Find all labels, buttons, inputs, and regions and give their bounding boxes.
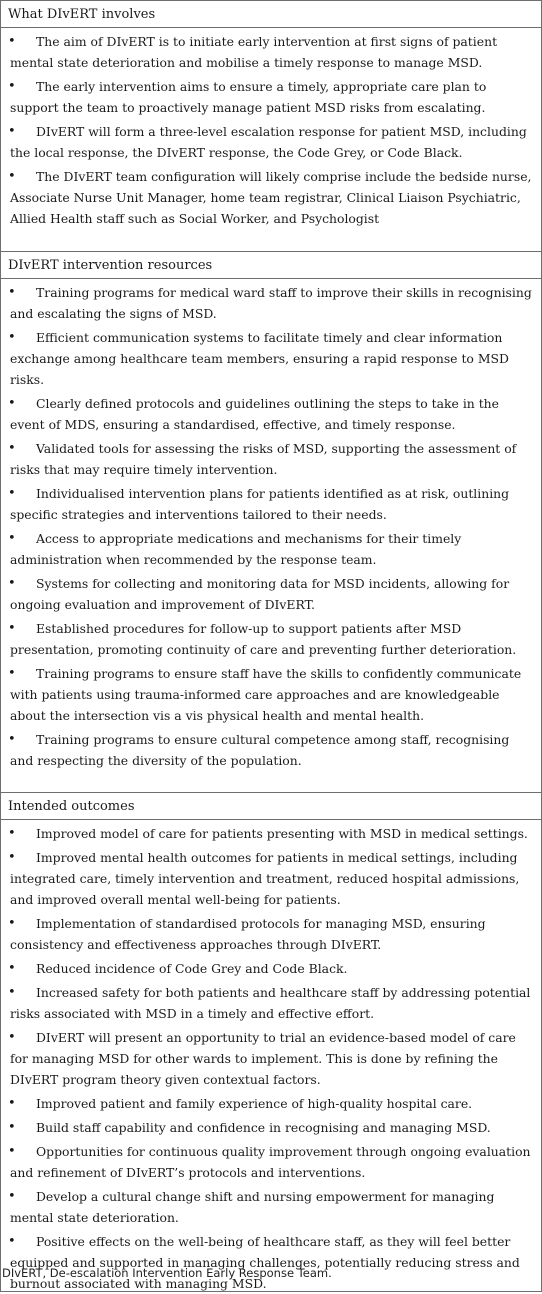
bullet-list	[1, 31, 541, 229]
bullet-list	[1, 823, 541, 1294]
list-item: • Systems for collecting and monitoring data for MSD incidents, allowing for ongoing evaluation and improvement of DIvERT.	[1, 573, 541, 615]
section-header-outcomes: Intended outcomes	[1, 793, 541, 820]
list-item: • Training programs for medical ward staff to improve their skills in recognising and escalating the signs of MSD.	[1, 282, 541, 324]
list-item: • Established procedures for follow-up to support patients after MSD presentation, promoting continuity of care and preventing further deterioration.	[1, 618, 541, 660]
list-item: • Improved patient and family experience of high-quality hospital care.	[1, 1093, 541, 1114]
list-item: • Increased safety for both patients and healthcare staff by addressing potential risks associated with MSD in a timely and effective effort.	[1, 982, 541, 1024]
section-header-resources: DIvERT intervention resources	[1, 252, 541, 279]
list-item: • Opportunities for continuous quality improvement through ongoing evaluation and refinement of DIvERT’s protocols and interventions.	[1, 1141, 541, 1183]
list-item: • Develop a cultural change shift and nursing empowerment for managing mental state deterioration.	[1, 1186, 541, 1228]
list-item: • Clearly defined protocols and guidelines outlining the steps to take in the event of MDS, ensuring a standardised, effective, and timely response.	[1, 393, 541, 435]
table-footnote: DIvERT, De-escalation Intervention Early Response Team.	[2, 1266, 332, 1280]
list-item: • Individualised intervention plans for patients identified as at risk, outlining specific strategies and interventions tailored to their needs.	[1, 483, 541, 525]
list-item: • DIvERT will form a three-level escalation response for patient MSD, including the local response, the DIvERT response, the Code Grey, or Code Black.	[1, 121, 541, 163]
list-item: • Reduced incidence of Code Grey and Code Black.	[1, 958, 541, 979]
section-body-involves	[1, 28, 541, 252]
list-item: • Positive effects on the well-being of healthcare staff, as they will feel better equipped and supported in managing challenges, potentially reducing stress and burnout associated with managing MSD.	[1, 1231, 541, 1294]
list-item: • Validated tools for assessing the risks of MSD, supporting the assessment of risks that may require timely intervention.	[1, 438, 541, 480]
list-item: • Efficient communication systems to facilitate timely and clear information exchange among healthcare team members, ensuring a rapid response to MSD risks.	[1, 327, 541, 390]
bullet-list	[1, 282, 541, 771]
section-body-outcomes	[1, 820, 541, 1292]
list-item: • The early intervention aims to ensure a timely, appropriate care plan to support the team to proactively manage patient MSD risks from escalating.	[1, 76, 541, 118]
list-item: • Improved mental health outcomes for patients in medical settings, including integrated care, timely intervention and treatment, reduced hospital admissions, and improved overall mental well-being for patients.	[1, 847, 541, 910]
list-item: • Access to appropriate medications and mechanisms for their timely administration when recommended by the response team.	[1, 528, 541, 570]
list-item: • Implementation of standardised protocols for managing MSD, ensuring consistency and effectiveness approaches through DIvERT.	[1, 913, 541, 955]
section-body-resources	[1, 279, 541, 793]
list-item: • The aim of DIvERT is to initiate early intervention at first signs of patient mental state deterioration and mobilise a timely response to manage MSD.	[1, 31, 541, 73]
list-item: • Improved model of care for patients presenting with MSD in medical settings.	[1, 823, 541, 844]
section-header-involves: What DIvERT involves	[1, 1, 541, 28]
list-item: • Training programs to ensure staff have the skills to confidently communicate with patients using trauma-informed care approaches and are knowledgeable about the intersection vis a vis physical health and mental health.	[1, 663, 541, 726]
list-item: • Training programs to ensure cultural competence among staff, recognising and respecting the diversity of the population.	[1, 729, 541, 771]
list-item: • DIvERT will present an opportunity to trial an evidence-based model of care for managing MSD for other wards to implement. This is done by refining the DIvERT program theory given contextual factors.	[1, 1027, 541, 1090]
list-item: • Build staff capability and confidence in recognising and managing MSD.	[1, 1117, 541, 1138]
list-item: • The DIvERT team configuration will likely comprise include the bedside nurse, Associate Nurse Unit Manager, home team registrar, Clinical Liaison Psychiatric, Allied Health staff such as Social Worker, and Psychologist	[1, 166, 541, 229]
